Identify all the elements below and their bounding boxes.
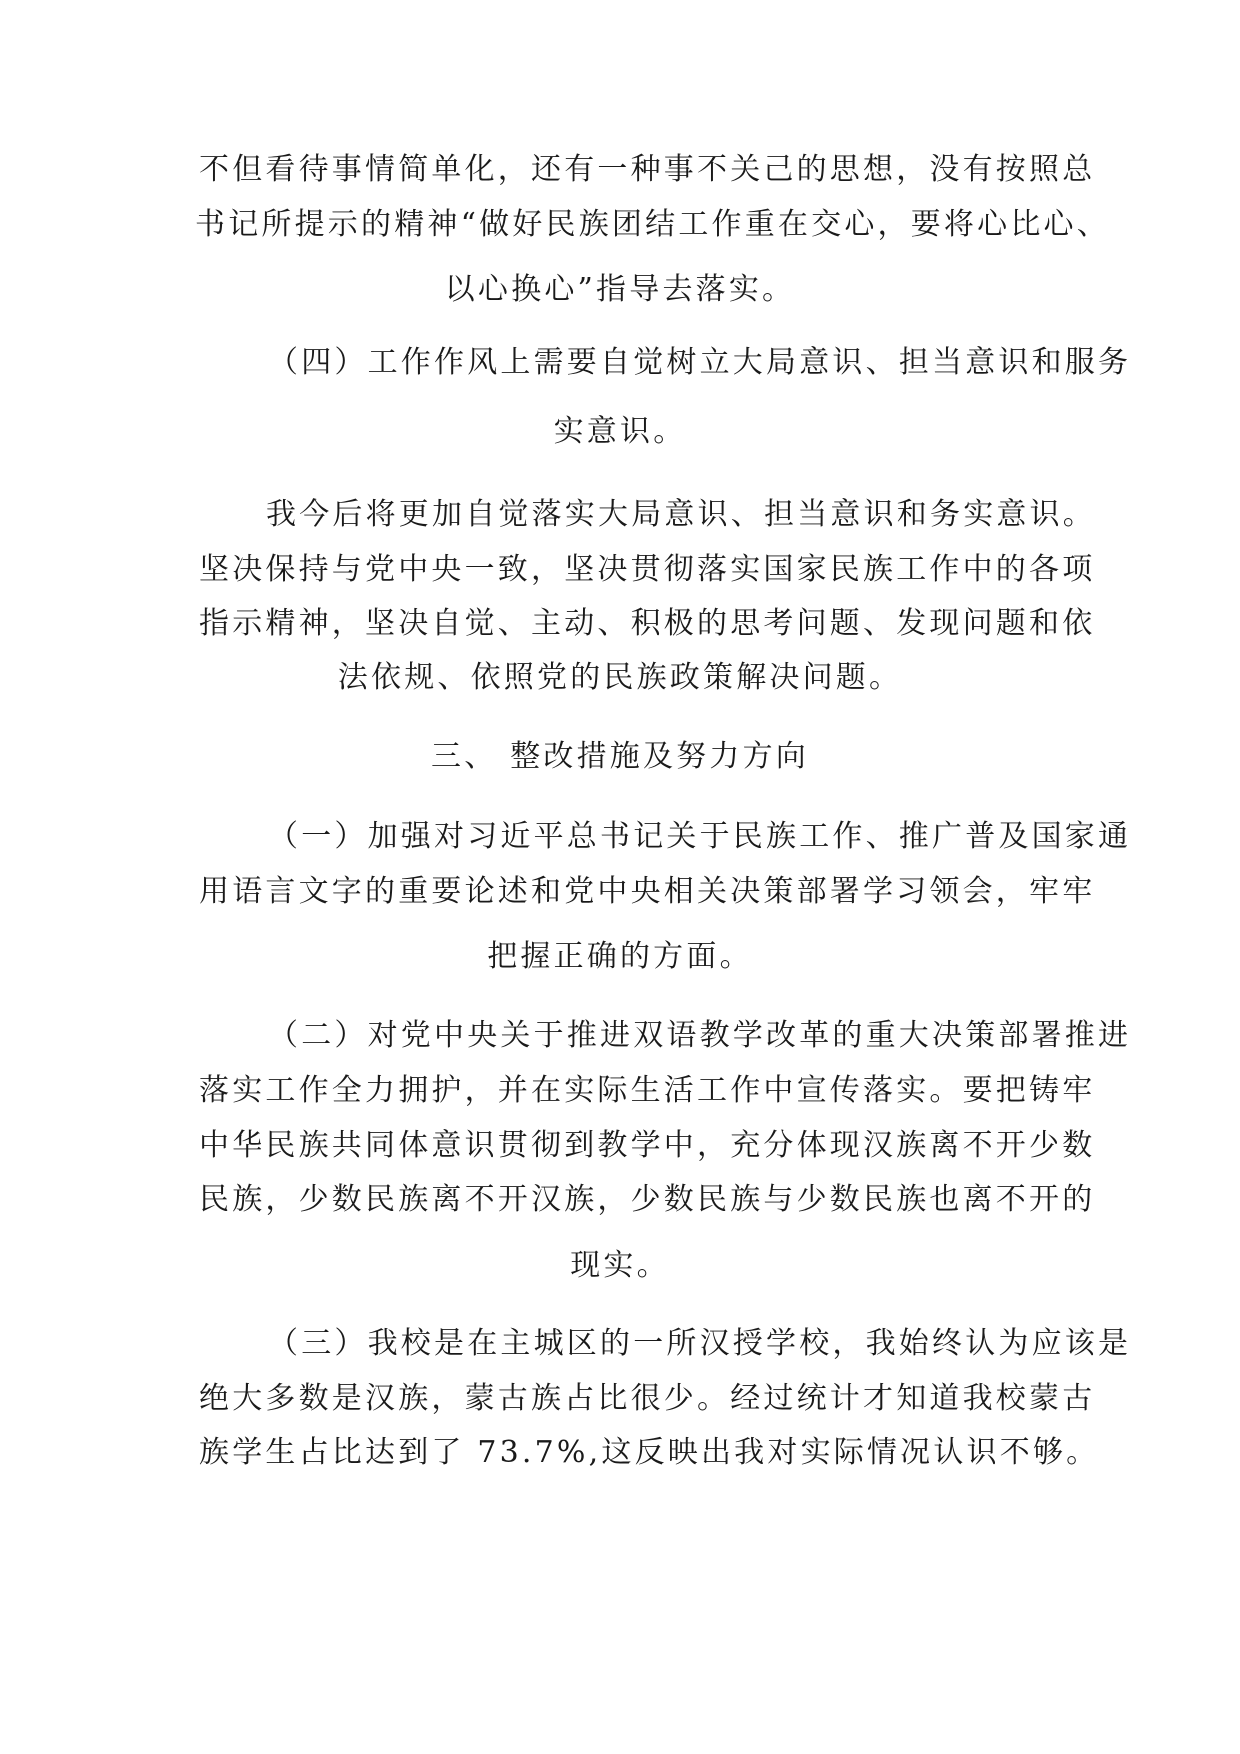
text-line: 不但看待事情简单化，还有一种事不关己的思想，没有按照总 [199,152,1096,187]
text-line: （三）我校是在主城区的一所汉授学校，我始终认为应该是 [268,1326,1132,1361]
text-line: 中华民族共同体意识贯彻到教学中，充分体现汉族离不开少数 [199,1128,1096,1163]
text-line: 把握正确的方面。 [487,939,753,974]
section-title: 三、 整改措施及努力方向 [431,739,809,774]
text-line: （二）对党中央关于推进双语教学改革的重大决策部署推进 [268,1018,1132,1053]
text-line: 绝大多数是汉族，蒙古族占比很少。经过统计才知道我校蒙古 [199,1381,1096,1416]
text-line: 书记所提示的精神“做好民族团结工作重在交心，要将心比心、 [195,207,1110,242]
text-line: 落实工作全力拥护，并在实际生活工作中宣传落实。要把铸牢 [199,1073,1096,1108]
section-heading: （四）工作作风上需要自觉树立大局意识、担当意识和服务 [268,345,1132,380]
text-line: 族学生占比达到了 73.7%,这反映出我对实际情况认识不够。 [199,1435,1100,1470]
text-line: 指示精神，坚决自觉、主动、积极的思考问题、发现问题和依 [199,606,1096,641]
section-heading: 实意识。 [553,414,687,449]
text-line: 以心换心”指导去落实。 [444,272,796,307]
text-line: 民族，少数民族离不开汉族，少数民族与少数民族也离不开的 [199,1182,1096,1217]
text-line: 现实。 [570,1248,670,1283]
text-line: （一）加强对习近平总书记关于民族工作、推广普及国家通 [268,819,1132,854]
text-line: 我今后将更加自觉落实大局意识、担当意识和务实意识。 [266,497,1096,532]
text-line: 用语言文字的重要论述和党中央相关决策部署学习领会，牢牢 [199,874,1096,909]
text-line: 法依规、依照党的民族政策解决问题。 [337,660,903,695]
text-line: 坚决保持与党中央一致，坚决贯彻落实国家民族工作中的各项 [199,552,1096,587]
